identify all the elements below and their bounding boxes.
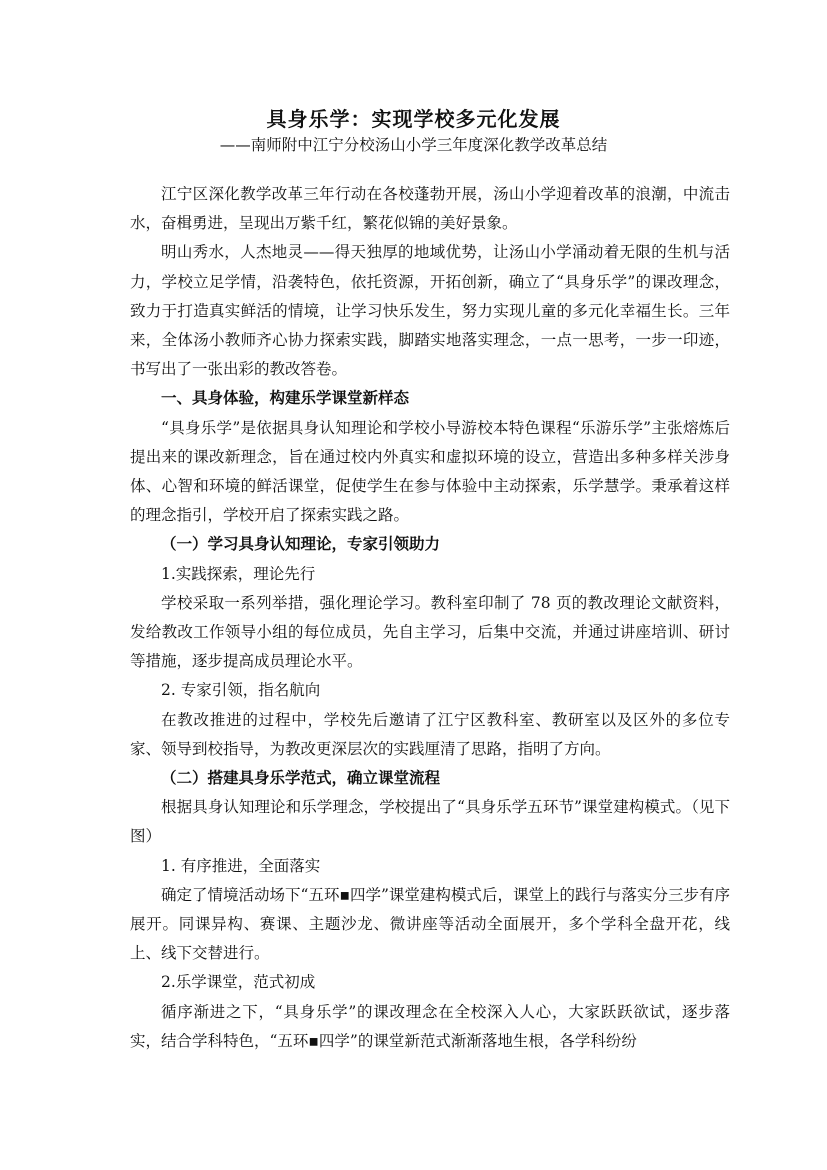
document-title: 具身乐学：实现学校多元化发展 <box>266 107 561 131</box>
subsection-heading: （二）搭建具身乐学范式，确立课堂流程 <box>161 769 441 788</box>
section-heading: 一、具身体验，构建乐学课堂新样态 <box>161 389 410 408</box>
paragraph: “具身乐学”是依据具身认知理论和学校小导游校本特色课程“乐游乐学”主张熔炼后提出来的课改新理念，旨在通过校内外真实和虚拟环境的设立，营造出多种多样关涉身体、心智和环境的鲜活课堂，促使学生在参与体验中主动探索，乐学慧学。秉承着这样的理念指引，学校开启了探索实践之路。 <box>130 418 730 525</box>
subsection-heading: （一）学习具身认知理论，专家引领助力 <box>161 535 441 554</box>
item-heading: 2.乐学课堂，范式初成 <box>161 973 316 992</box>
paragraph: 江宁区深化教学改革三年行动在各校蓬勃开展，汤山小学迎着改革的浪潮，中流击水，奋楫勇进，呈现出万紫千红，繁花似锦的美好景象。 <box>130 185 730 233</box>
paragraph: 确定了情境活动场下“五环▪四学”课堂建构模式后，课堂上的践行与落实分三步有序展开。同课异构、赛课、主题沙龙、微讲座等活动全面展开，多个学科全盘开花，线上、线下交替进行。 <box>130 885 730 963</box>
paragraph: 明山秀水，人杰地灵——得天独厚的地域优势，让汤山小学涌动着无限的生机与活力，学校立足学情，沿袭特色，依托资源，开拓创新，确立了“具身乐学”的课改理念，致力于打造真实鲜活的情境，让学习快乐发生，努力实现儿童的多元化幸福生长。三年来，全体汤小教师齐心协力探索实践，脚踏实地落实理念，一点一思考，一步一印迹，书写出了一张出彩的教改答卷。 <box>130 243 730 379</box>
paragraph: 在教改推进的过程中，学校先后邀请了江宁区教科室、教研室以及区外的多位专家、领导到校指导，为教改更深层次的实践厘清了思路，指明了方向。 <box>130 710 730 758</box>
document-body <box>130 180 730 1056</box>
item-heading: 2. 专家引领，指名航向 <box>161 681 321 700</box>
paragraph: 循序渐进之下，“具身乐学”的课改理念在全校深入人心，大家跃跃欲试，逐步落实，结合学科特色，“五环▪四学”的课堂新范式渐渐落地生根，各学科纷纷 <box>130 1002 730 1050</box>
paragraph: 根据具身认知理论和乐学理念，学校提出了“具身乐学五环节”课堂建构模式。（见下图） <box>130 798 730 846</box>
paragraph: 学校采取一系列举措，强化理论学习。教科室印制了 78 页的教改理论文献资料，发给教改工作领导小组的每位成员，先自主学习，后集中交流，并通过讲座培训、研讨等措施，逐步提高成员理论水平。 <box>130 593 730 671</box>
item-heading: 1.实践探索，理论先行 <box>161 564 316 583</box>
document-subtitle: ——南师附中江宁分校汤山小学三年度深化教学改革总结 <box>219 136 608 154</box>
item-heading: 1. 有序推进，全面落实 <box>161 856 321 875</box>
